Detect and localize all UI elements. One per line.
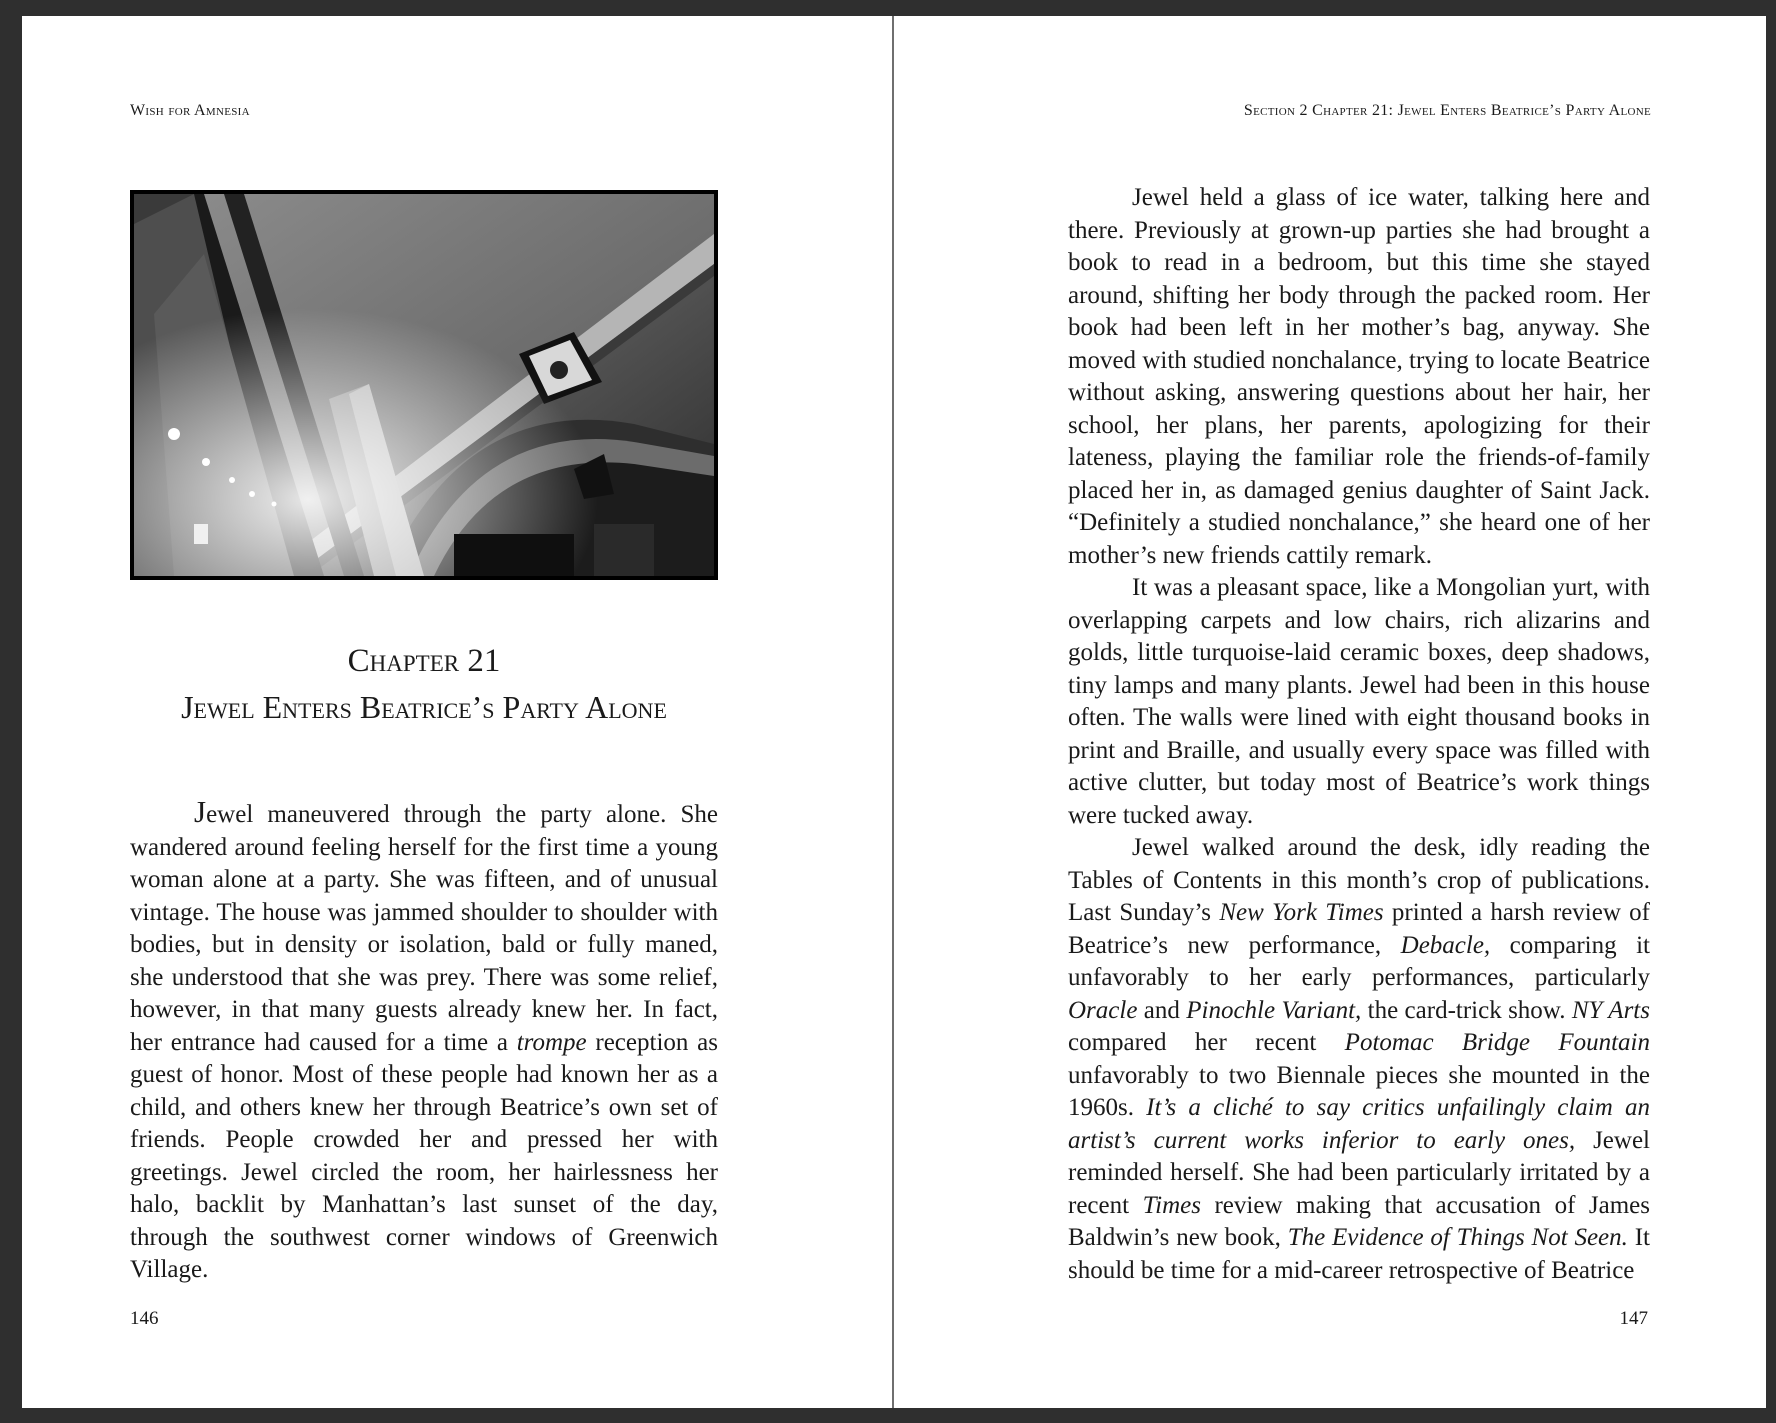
- italic-text: The Evidence of Things Not Seen.: [1287, 1224, 1628, 1251]
- book-spread: [22, 16, 1766, 1408]
- italic-text: It’s a cliché to say critics unfailingly claim an artist’s current works inferior to early ones,: [1068, 1094, 1650, 1154]
- photo-ceiling-arch-image: [134, 194, 714, 576]
- right-body-text: [1068, 182, 1650, 1287]
- text-run: and: [1137, 996, 1187, 1024]
- italic-text: Times: [1142, 1191, 1201, 1219]
- text-run: Jewel reminded herself. She had been particularly irritated by a recent: [1068, 1126, 1650, 1219]
- text-run: It should be time for a mid-career retrospective of Beatrice: [1068, 1224, 1650, 1284]
- running-head-book-title: Wish for Amnesia: [130, 102, 250, 119]
- italic-text: Potomac Bridge Fountain: [1344, 1029, 1650, 1056]
- drop-letter: J: [194, 794, 207, 829]
- paragraph: [130, 796, 718, 1287]
- paragraph: Jewel held a glass of ice water, talking here and there. Previously at grown-up parties she had brought a book to read in a bedroom, but this time she stayed around, shifting her body through the packed room. Her book had been left in her mother’s bag, anyway. She moved with studied nonchalance, trying to locate Beatrice without asking, answering questions about her hair, her school, her plans, her parents, apologizing for their lateness, playing the familiar role the friends-of-family placed her in, as damaged genius daughter of Saint Jack. “Definitely a studied nonchalance,” she heard one of her mother’s new friends cattily remark.: [1068, 184, 1650, 569]
- chapter-photograph: [130, 190, 718, 580]
- right-page: [894, 16, 1766, 1408]
- chapter-number: Chapter 21: [347, 643, 501, 679]
- left-page: [22, 16, 894, 1408]
- text-run: ewel maneuvered through the party alone. She wandered around feeling herself for the first time a young woman alone at a party. She was fifteen, and of unusual vintage. The house was jammed shoulder to shoulder with bodies, but in density or isolation, bald or fully maned, she understood that she was prey. There was some relief, however, in that many guests already knew her. In fact, her entrance had caused for a time a: [130, 801, 718, 1056]
- text-run: reception as guest of honor. Most of these people had known her as a child, and others knew her through Beatrice’s own set of friends. People crowded her and pressed her with greetings. Jewel circled the room, her hairlessness her halo, backlit by Manhattan’s last sunset of the day, through the southwest corner windows of Greenwich Village.: [130, 1028, 718, 1283]
- italic-text: Oracle: [1068, 996, 1138, 1024]
- italic-text: Debacle,: [1400, 931, 1491, 959]
- text-run: the card-trick show.: [1361, 996, 1572, 1024]
- left-body-text: [130, 796, 718, 1287]
- text-run: comparing it unfavorably to her early performances, particularly: [1068, 931, 1650, 991]
- chapter-title: Jewel Enters Beatrice’s Party Alone: [181, 689, 667, 725]
- text-run: printed a harsh review of Beatrice’s new performance,: [1068, 899, 1651, 959]
- text-run: review making that accusation of James Baldwin’s new book,: [1068, 1191, 1651, 1251]
- italic-text: trompe: [516, 1028, 587, 1056]
- italic-text: NY Arts: [1571, 996, 1650, 1024]
- page-number: 146: [130, 1308, 159, 1329]
- text-run: unfavorably to two Biennale pieces she mounted in the 1960s.: [1068, 1061, 1650, 1121]
- paragraph: [1068, 832, 1650, 1287]
- text-run: Jewel walked around the desk, idly reading the Tables of Contents in this month’s crop of publications. Last Sunday’s: [1068, 834, 1650, 926]
- italic-text: Pinochle Variant,: [1186, 996, 1362, 1024]
- paragraph: It was a pleasant space, like a Mongolian yurt, with overlapping carpets and low chairs, rich alizarins and golds, little turquoise-laid ceramic boxes, deep shadows, tiny lamps and many plants. Jewel had been in this house often. The walls were lined with eight thousand books in print and Braille, and usually every space was filled with active clutter, but today most of Beatrice’s work things were tucked away.: [1068, 574, 1650, 829]
- text-run: compared her recent: [1068, 1029, 1345, 1056]
- italic-text: New York Times: [1219, 899, 1384, 926]
- chapter-heading: [130, 638, 718, 730]
- running-head-chapter: Section 2 Chapter 21: Jewel Enters Beatrice’s Party Alone: [1243, 102, 1651, 119]
- page-number: 147: [1619, 1308, 1648, 1329]
